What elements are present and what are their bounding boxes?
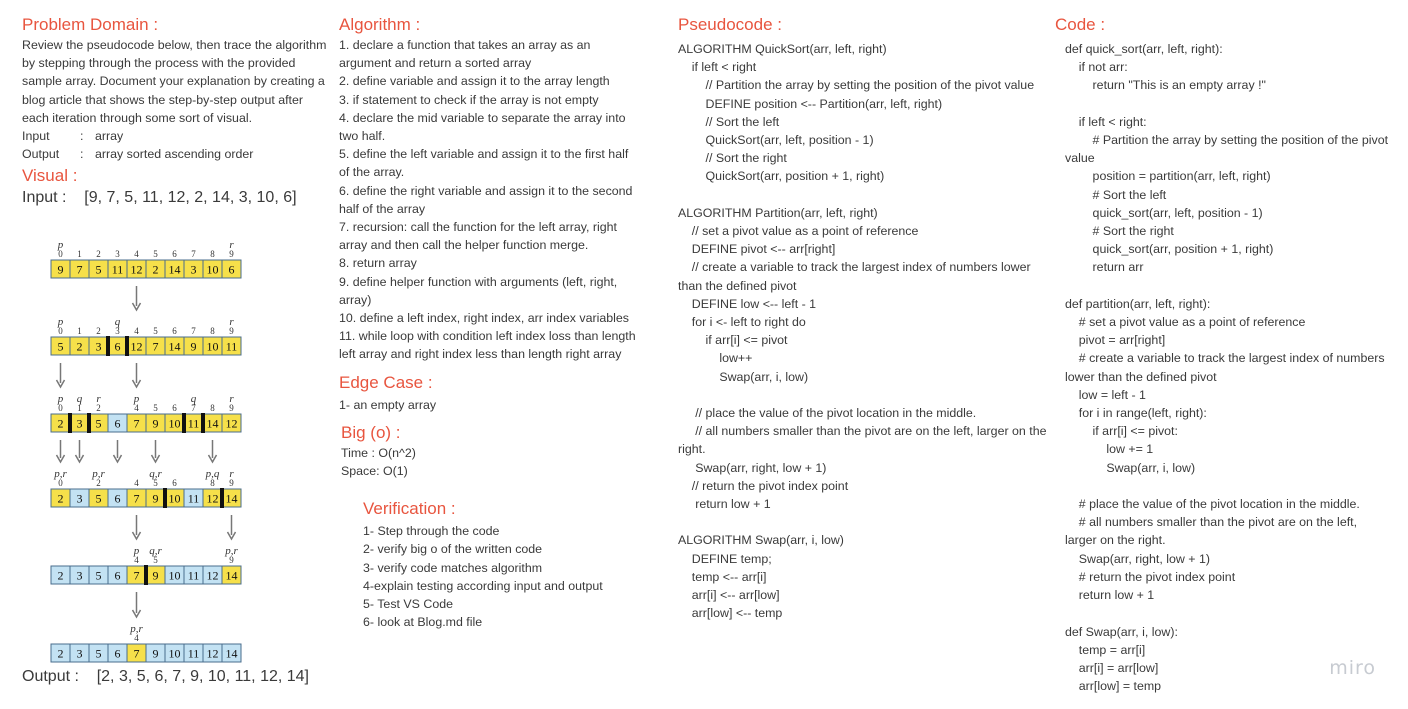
index-label: 1 <box>77 326 82 336</box>
cell-value: 2 <box>152 262 159 277</box>
cell-value: 9 <box>152 416 159 431</box>
index-label: 5 <box>153 555 158 565</box>
cell-value: 10 <box>168 491 181 506</box>
algorithm-step: 6. define the right variable and assign it to the second half of the array <box>339 183 633 216</box>
code-section <box>1055 14 1390 695</box>
input-val: array <box>95 129 124 144</box>
index-label: 3 <box>115 326 120 336</box>
cell-value: 7 <box>133 416 140 431</box>
cell-value: 7 <box>133 646 140 661</box>
pointer-label: p <box>57 316 64 328</box>
index-label: 2 <box>96 249 101 259</box>
visual-output-label: Output : <box>22 668 79 685</box>
miro-logo: miro <box>1329 657 1376 679</box>
cell-value: 12 <box>206 568 219 583</box>
cell-value: 6 <box>114 646 121 661</box>
pointer-label: p,r <box>225 545 238 557</box>
cell-value: 6 <box>114 568 121 583</box>
cell-value: 11 <box>111 262 124 277</box>
verification-item: 5- Test VS Code <box>363 597 453 612</box>
colon: : <box>80 129 84 144</box>
cell-value: 7 <box>76 262 83 277</box>
problem-domain-section <box>22 14 332 207</box>
cell-value: 10 <box>168 568 181 583</box>
partition-bar <box>106 336 110 356</box>
big-o-title: Big (o) : <box>341 422 401 442</box>
index-label: 4 <box>134 326 139 336</box>
big-o-values <box>341 444 639 480</box>
pointer-label: r <box>96 393 101 405</box>
cell-value: 3 <box>76 568 83 583</box>
verification-section <box>363 498 639 631</box>
cell-value: 11 <box>187 416 200 431</box>
index-label: 2 <box>96 403 101 413</box>
pointer-label: q <box>76 393 83 405</box>
cell-value: 12 <box>206 491 219 506</box>
partition-bar <box>144 565 148 585</box>
index-label: 5 <box>153 326 158 336</box>
verification-item: 4-explain testing according input and output <box>363 578 603 593</box>
pointer-label: p,r <box>54 468 67 480</box>
quicksort-diagram <box>22 236 322 666</box>
index-label: 4 <box>134 249 139 259</box>
cell-value: 10 <box>168 416 181 431</box>
index-label: 9 <box>229 249 234 259</box>
index-label: 7 <box>191 326 196 336</box>
input-key: Input <box>22 129 50 144</box>
algorithm-step: 5. define the left variable and assign it to the first half of the array. <box>339 147 629 180</box>
cell-value: 14 <box>168 339 181 354</box>
colon: : <box>80 147 84 162</box>
cell-value: 9 <box>190 339 197 354</box>
cell-value: 3 <box>76 416 83 431</box>
index-label: 4 <box>134 403 139 413</box>
visual-input-value: [9, 7, 5, 11, 12, 2, 14, 3, 10, 6] <box>84 189 297 207</box>
pointer-label: q <box>190 393 197 405</box>
algorithm-step: 7. recursion: call the function for the left array, right array and then call the helper function merge. <box>339 220 618 253</box>
cell-value: 9 <box>57 262 64 277</box>
cell-value: 6 <box>114 491 121 506</box>
pointer-label: p <box>57 393 64 405</box>
index-label: 6 <box>172 326 177 336</box>
cell-value: 12 <box>225 416 238 431</box>
pointer-label: p <box>133 545 140 557</box>
algorithm-step: 9. define helper function with arguments (left, right, array) <box>339 274 618 307</box>
pointer-label: r <box>229 468 234 480</box>
pseudocode-title: Pseudocode : <box>678 15 782 34</box>
index-label: 5 <box>153 403 158 413</box>
cell-value: 12 <box>206 646 219 661</box>
cell-value: 11 <box>187 646 200 661</box>
index-label: 8 <box>210 249 215 259</box>
cell-value: 11 <box>225 339 238 354</box>
cell-value: 2 <box>76 339 83 354</box>
cell-value: 14 <box>225 491 238 506</box>
cell-value: 10 <box>206 262 219 277</box>
cell-value: 12 <box>130 339 143 354</box>
partition-bar <box>182 413 186 433</box>
cell-value: 2 <box>57 491 64 506</box>
index-label: 0 <box>58 478 63 488</box>
cell-value: 3 <box>190 262 197 277</box>
cell-value: 14 <box>225 646 238 661</box>
cell-value: 5 <box>95 491 102 506</box>
cell-value: 10 <box>168 646 181 661</box>
cell-value: 14 <box>168 262 181 277</box>
index-label: 9 <box>229 478 234 488</box>
pseudocode-text: ALGORITHM QuickSort(arr, left, right) if left < right // Partition the array by setting the position of the pivot value DEFINE position <-- Partition(arr, left, right) // Sort the left QuickSort(arr, left, position - 1) // Sort the right QuickSort(arr, position + 1, right) ALGORITHM Partition(arr, left, right) // set a pivot value as a point of reference DEFINE pivot <-- arr[right] // create a variable to track the largest index of numbers lower than the defined pivot DEFINE low <-- left - 1 for i <- left to right do if arr[i] <= pivot low++ Swap(arr, i, low) // place the value of the pivot location in the middle. // all numbers smaller than the pivot are on the left, larger on the right. Swap(arr, right, low + 1) // return the pivot index point return low + 1 ALGORITHM Swap(arr, i, low) DEFINE temp; temp <-- arr[i] arr[i] <-- arr[low] arr[low] <-- temp <box>678 42 1047 621</box>
input-spec <box>22 127 332 145</box>
index-label: 8 <box>210 403 215 413</box>
index-label: 0 <box>58 403 63 413</box>
pointer-label: p <box>57 239 64 251</box>
partition-bar <box>125 336 129 356</box>
cell-value: 2 <box>57 568 64 583</box>
partition-bar <box>201 413 205 433</box>
big-o-time: Time : O(n^2) <box>341 445 416 460</box>
cell-value: 12 <box>130 262 143 277</box>
index-label: 8 <box>210 478 215 488</box>
cell-value: 2 <box>57 416 64 431</box>
pointer-label: p,r <box>130 623 143 635</box>
cell-value: 3 <box>76 491 83 506</box>
cell-value: 5 <box>57 339 64 354</box>
verification-item: 3- verify code matches algorithm <box>363 560 543 575</box>
cell-value: 7 <box>152 339 159 354</box>
pointer-label: q <box>114 316 121 328</box>
algorithm-step: 10. define a left index, right index, arr index variables <box>339 311 629 326</box>
pointer-label: r <box>229 316 234 328</box>
cell-value: 5 <box>95 568 102 583</box>
index-label: 7 <box>191 249 196 259</box>
cell-value: 11 <box>187 491 200 506</box>
pointer-label: q,r <box>149 468 162 480</box>
index-label: 0 <box>58 326 63 336</box>
index-label: 4 <box>134 478 139 488</box>
cell-value: 9 <box>152 646 159 661</box>
pointer-label: p,q <box>205 468 220 480</box>
index-label: 4 <box>134 633 139 643</box>
index-label: 0 <box>58 249 63 259</box>
cell-value: 6 <box>228 262 235 277</box>
cell-value: 5 <box>95 262 102 277</box>
visual-title: Visual : <box>22 166 78 186</box>
index-label: 9 <box>229 555 234 565</box>
index-label: 2 <box>96 326 101 336</box>
algorithm-step: 11. while loop with condition left index loss than length left array and right index less than length right array <box>339 329 636 362</box>
cell-value: 9 <box>152 568 159 583</box>
visual-output-line <box>22 668 309 686</box>
index-label: 8 <box>210 326 215 336</box>
partition-bar <box>87 413 91 433</box>
cell-value: 3 <box>76 646 83 661</box>
index-label: 3 <box>115 249 120 259</box>
algorithm-title: Algorithm : <box>339 15 421 34</box>
index-label: 9 <box>229 403 234 413</box>
big-o-space: Space: O(1) <box>341 464 408 479</box>
cell-value: 7 <box>133 491 140 506</box>
code-title: Code : <box>1055 15 1106 34</box>
verification-item: 1- Step through the code <box>363 524 500 539</box>
algorithm-step: 4. declare the mid variable to separate the array into two half. <box>339 110 626 144</box>
edge-case-title: Edge Case : <box>339 372 433 392</box>
visual-output-value: [2, 3, 5, 6, 7, 9, 10, 11, 12, 14] <box>96 668 309 685</box>
index-label: 7 <box>191 403 196 413</box>
verification-list <box>363 522 639 631</box>
cell-value: 6 <box>114 339 121 354</box>
algorithm-step: 3. if statement to check if the array is not empty <box>339 92 599 107</box>
cell-value: 6 <box>114 416 121 431</box>
algorithm-steps <box>339 36 639 364</box>
index-label: 5 <box>153 249 158 259</box>
problem-domain-text: Review the pseudocode below, then trace the algorithm by stepping through the process with the provided sample array. Document your explanation by creating a blog article that shows the step-by-step output after each iteration through some sort of visual. <box>22 38 327 125</box>
cell-value: 5 <box>95 646 102 661</box>
verification-item: 6- look at Blog.md file <box>363 615 483 630</box>
pseudocode-section <box>678 14 1048 623</box>
cell-value: 14 <box>206 416 219 431</box>
output-spec <box>22 145 332 163</box>
output-val: array sorted ascending order <box>95 147 254 162</box>
code-text: def quick_sort(arr, left, right): if not arr: return "This is an empty array !" if left < right: # Partition the array by setting the position of the pivot value position = partition(arr, left, right) # Sort the left quick_sort(arr, left, position - 1) # Sort the right quick_sort(arr, position + 1, right) return arr def partition(arr, left, right): # set a pivot value as a point of reference pivot = arr[right] # create a variable to track the largest index of numbers lower than the defined pivot low = left - 1 for i in range(left, right): if arr[i] <= pivot: low += 1 Swap(arr, i, low) # place the value of the pivot location in the middle. # all numbers smaller than the pivot are on the left, larger on the right. Swap(arr, right, low + 1) # return the pivot index point return low + 1 def Swap(arr, i, low): temp = arr[i] arr[i] = arr[low] arr[low] = temp <box>1065 42 1389 694</box>
algorithm-step: 1. declare a function that takes an array as an argument and return a sorted array <box>339 38 591 71</box>
output-key: Output <box>22 147 60 162</box>
index-label: 4 <box>134 555 139 565</box>
cell-value: 9 <box>152 491 159 506</box>
algorithm-step: 8. return array <box>339 256 417 271</box>
cell-value: 5 <box>95 416 102 431</box>
pointer-label: r <box>229 393 234 405</box>
index-label: 2 <box>96 478 101 488</box>
pointer-label: q,r <box>149 545 162 557</box>
index-label: 9 <box>229 326 234 336</box>
index-label: 5 <box>153 478 158 488</box>
index-label: 6 <box>172 249 177 259</box>
cell-value: 11 <box>187 568 200 583</box>
index-label: 1 <box>77 403 82 413</box>
index-label: 6 <box>172 403 177 413</box>
cell-value: 3 <box>95 339 102 354</box>
cell-value: 10 <box>206 339 219 354</box>
partition-bar <box>68 413 72 433</box>
partition-bar <box>220 488 224 508</box>
algorithm-step: 2. define variable and assign it to the array length <box>339 74 610 89</box>
edge-case-text: 1- an empty array <box>339 397 437 412</box>
partition-bar <box>163 488 167 508</box>
problem-domain-title: Problem Domain : <box>22 15 159 34</box>
visual-input-label: Input : <box>22 189 67 207</box>
pointer-label: p <box>133 393 140 405</box>
verification-item: 2- verify big o of the written code <box>363 542 543 557</box>
pointer-label: r <box>229 239 234 251</box>
index-label: 1 <box>77 249 82 259</box>
index-label: 6 <box>172 478 177 488</box>
pointer-label: p,r <box>92 468 105 480</box>
cell-value: 14 <box>225 568 238 583</box>
algorithm-section <box>339 14 639 631</box>
verification-title: Verification : <box>363 499 456 519</box>
cell-value: 7 <box>133 568 140 583</box>
cell-value: 2 <box>57 646 64 661</box>
visual-input-line <box>22 189 332 207</box>
